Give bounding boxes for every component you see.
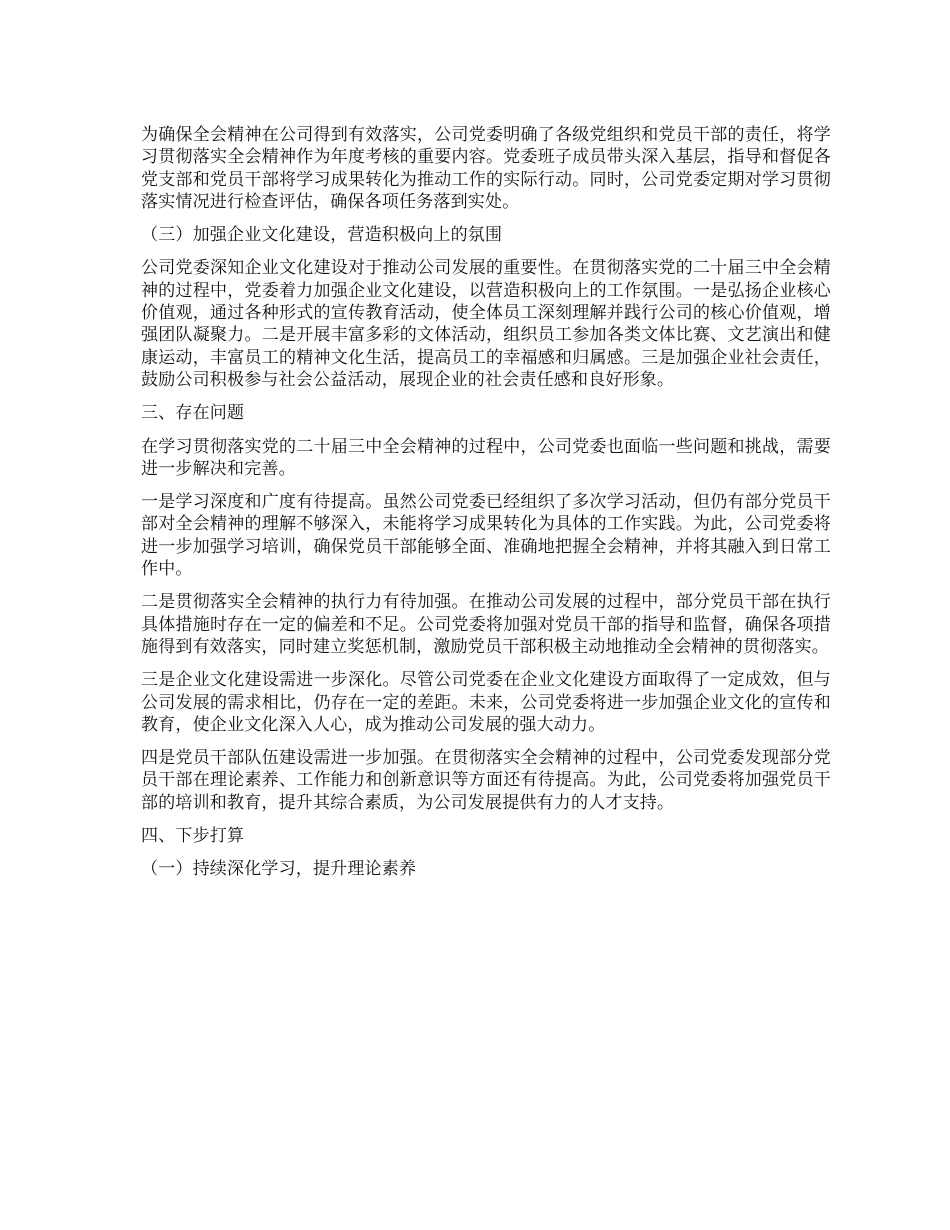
paragraph-problem-1: 一是学习深度和广度有待提高。虽然公司党委已经组织了多次学习活动，但仍有部分党员干部对全会精神的理解不够深入，未能将学习成果转化为具体的工作实践。为此，公司党委将进一步加强学习培训，确保党员干部能够全面、准确地把握全会精神，并将其融入到日常工作中。 (141, 492, 831, 580)
heading-next-steps: 四、下步打算 (141, 826, 245, 847)
heading-culture: （三）加强企业文化建设，营造积极向上的氛围 (141, 225, 503, 246)
paragraph-problem-3: 三是企业文化建设需进一步深化。尽管公司党委在企业文化建设方面取得了一定成效，但与公司发展的需求相比，仍存在一定的差距。未来，公司党委将进一步加强企业文化的宣传和教育，使企业文化深入人心，成为推动公司发展的强大动力。 (141, 670, 831, 735)
paragraph-problems-intro: 在学习贯彻落实党的二十届三中全会精神的过程中，公司党委也面临一些问题和挑战，需要进一步解决和完善。 (141, 436, 831, 479)
paragraph-culture: 公司党委深知企业文化建设对于推动公司发展的重要性。在贯彻落实党的二十届三中全会精神的过程中，党委着力加强企业文化建设，以营造积极向上的工作氛围。一是弘扬企业核心价值观，通过各种形式的宣传教育活动，使全体员工深刻理解并践行公司的核心价值观，增强团队凝聚力。二是开展丰富多彩的文体活动，组织员工参加各类文体比赛、文艺演出和健康运动，丰富员工的精神文化生活，提高员工的幸福感和归属感。三是加强企业社会责任，鼓励公司积极参与社会公益活动，展现企业的社会责任感和良好形象。 (141, 258, 831, 390)
paragraph-responsibility: 为确保全会精神在公司得到有效落实，公司党委明确了各级党组织和党员干部的责任，将学习贯彻落实全会精神作为年度考核的重要内容。党委班子成员带头深入基层，指导和督促各党支部和党员干部将学习成果转化为推动工作的实际行动。同时，公司党委定期对学习贯彻落实情况进行检查评估，确保各项任务落到实处。 (141, 125, 831, 212)
document-page (141, 124, 831, 892)
heading-deepen-study: （一）持续深化学习，提升理论素养 (141, 859, 417, 880)
paragraph-problem-4: 四是党员干部队伍建设需进一步加强。在贯彻落实全会精神的过程中，公司党委发现部分党员干部在理论素养、工作能力和创新意识等方面还有待提高。为此，公司党委将加强党员干部的培训和教育，提升其综合素质，为公司发展提供有力的人才支持。 (141, 748, 831, 813)
paragraph-problem-2: 二是贯彻落实全会精神的执行力有待加强。在推动公司发展的过程中，部分党员干部在执行具体措施时存在一定的偏差和不足。公司党委将加强对党员干部的指导和监督，确保各项措施得到有效落实，同时建立奖惩机制，激励党员干部积极主动地推动全会精神的贯彻落实。 (141, 592, 831, 657)
heading-problems: 三、存在问题 (141, 403, 245, 424)
